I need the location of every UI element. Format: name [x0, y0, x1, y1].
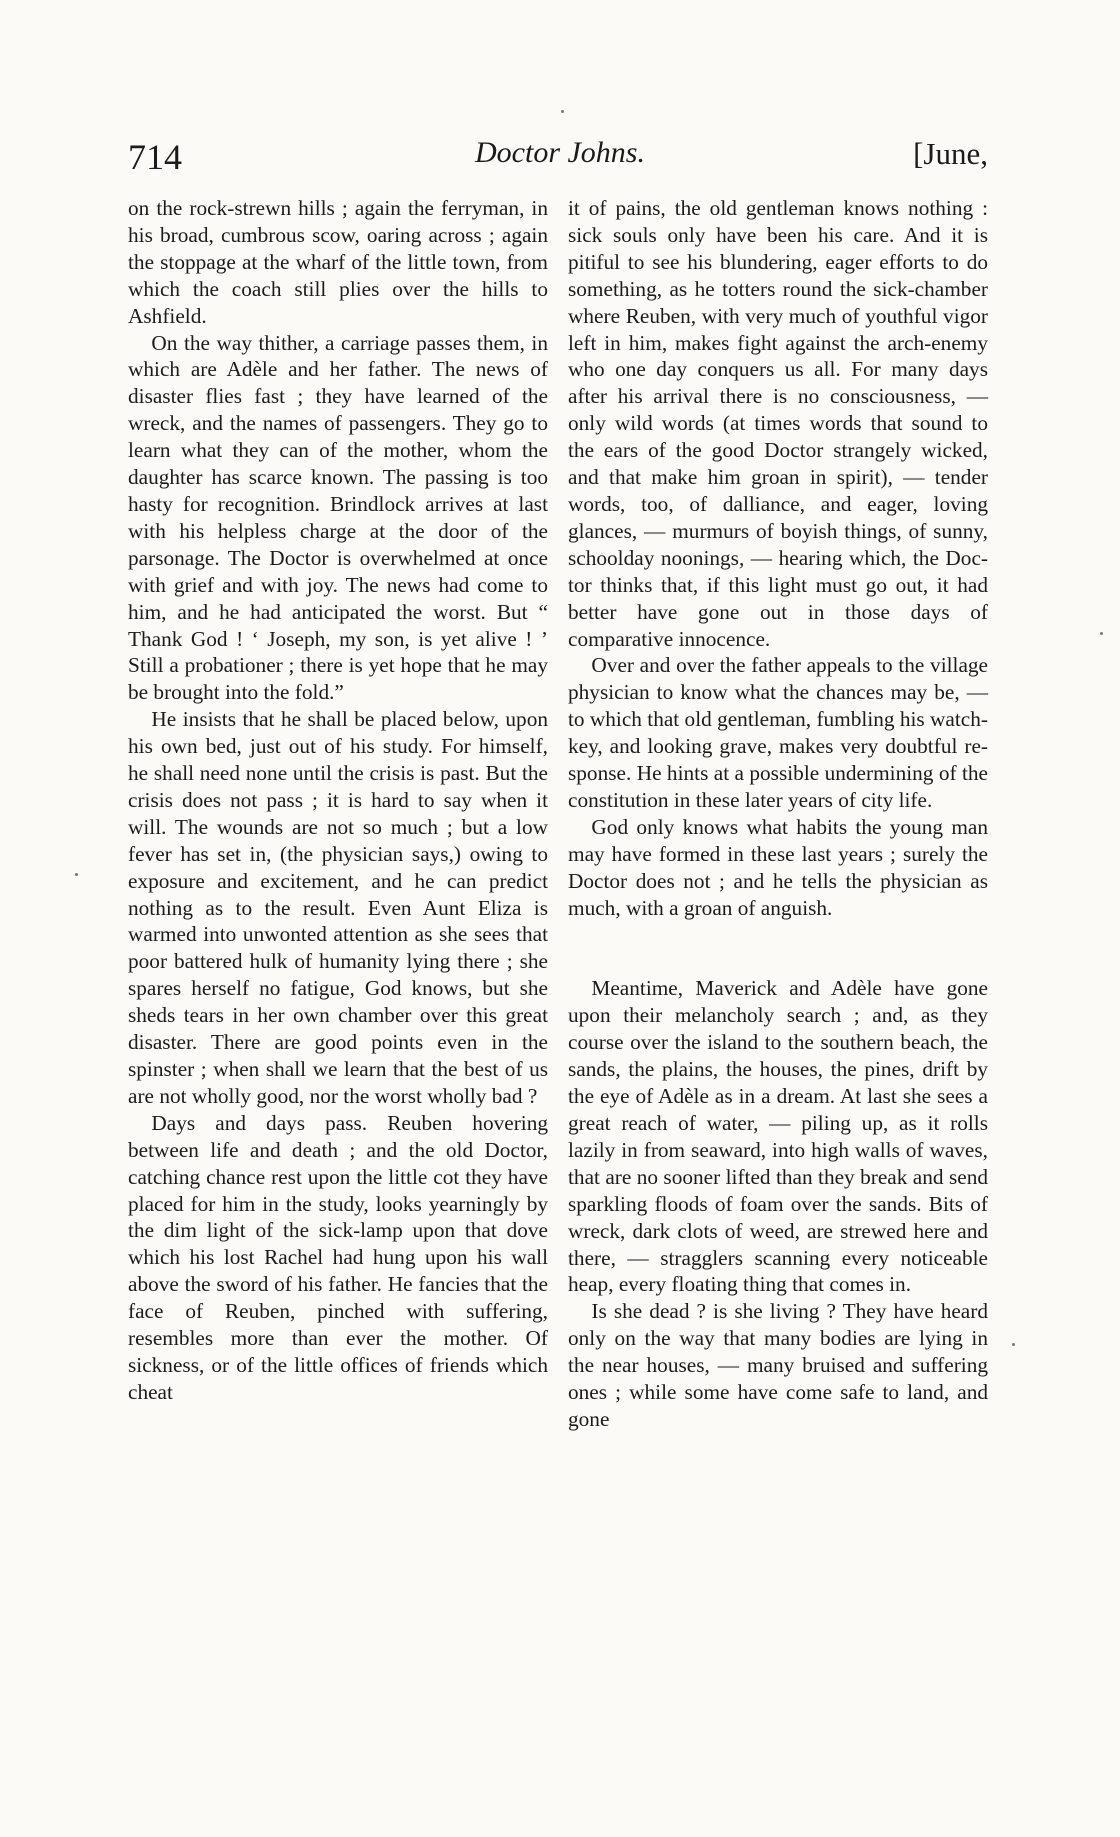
paper-speck	[1100, 632, 1103, 635]
right-paragraph-5: Is she dead ? is she living ? They have heard only on the way that many bodies are lying in the near houses, — many bruised and suffering ones ; while some have come safe to land, and gone	[568, 1299, 988, 1431]
right-column	[568, 195, 988, 1433]
left-column	[128, 195, 548, 1406]
right-paragraph-3: God only knows what habits the young man may have formed in these last years ; surely the Doctor does not ; and he tells the physician as much, with a groan of anguish.	[568, 814, 988, 920]
left-paragraph-2: On the way thither, a carriage passes them, in which are Adèle and her father. The news of disaster flies fast ; they have learned of the wreck, and the names of passengers. They go to learn what they can of the mother, whom the daughter has scarce known. The passing is too hasty for recognition. Brindlock arrives at last with his helpless charge at the door of the parsonage. The Doctor is overwhelmed at once with grief and with joy. The news had come to him, and he had anticipated the worst. But “ Thank God ! ‘ Joseph, my son, is yet alive ! ’ Still a probationer ; there is yet hope that he may be brought into the fold.”	[128, 330, 548, 705]
running-header	[0, 136, 1120, 180]
left-paragraph-4: Days and days pass. Reuben hovering between life and death ; and the old Doctor, catching chance rest upon the little cot they have placed for him in the study, looks yearningly by the dim light of the sick-lamp upon that dove which his lost Rachel had hung upon his wall above the sword of his father. He fancies that the face of Reuben, pinched with suffering, resembles more than ever the mother. Of sickness, or of the little offices of friends which cheat	[128, 1110, 548, 1404]
running-title: Doctor Johns.	[475, 136, 645, 169]
paper-speck	[75, 873, 78, 876]
left-paragraph-1: on the rock-strewn hills ; again the ferryman, in his broad, cumbrous scow, oaring across ; again the stoppage at the wharf of the little town, from which the coach still plies over the hills to Ashfield.	[128, 196, 548, 328]
paper-speck	[1012, 1343, 1015, 1346]
right-paragraph-2: Over and over the father appeals to the village physician to know what the chances may be, — to which that old gentleman, fumbling his watch-key, and looking grave, makes very doubtful response. He hints at a possible undermining of the constitution in these later years of city life.	[568, 653, 988, 812]
section-break	[568, 921, 988, 975]
right-paragraph-4: Meantime, Maverick and Adèle have gone upon their melancholy search ; and, as they course over the island to the southern beach, the sands, the plains, the houses, the pines, drift by the eye of Adèle as in a dream. At last she sees a great reach of water, — piling up, as it rolls lazily in from seaward, into high walls of waves, that are no sooner lifted than they break and send sparkling floods of foam over the sands. Bits of wreck, dark clots of weed, are strewed here and there, — stragglers scanning every noticeable heap, every floating thing that comes in.	[568, 976, 988, 1297]
left-paragraph-3: He insists that he shall be placed below, upon his own bed, just out of his study. For himself, he shall need none until the crisis is past. But the crisis does not pass ; it is hard to say when it will. The wounds are not so much ; but a low fever has set in, (the physician says,) owing to exposure and excitement, and he can predict nothing as to the result. Even Aunt Eliza is warmed into unwonted attention as she sees that poor battered hulk of humanity lying there ; she spares herself no fatigue, God knows, but she sheds tears in her own chamber over this great disaster. There are good points even in the spinster ; when shall we learn that the best of us are not wholly good, nor the worst wholly bad ?	[128, 707, 548, 1108]
running-month: [June,	[913, 136, 988, 171]
paper-speck	[561, 110, 564, 113]
page-number: 714	[128, 137, 182, 177]
right-paragraph-1: it of pains, the old gentleman knows nothing : sick souls only have been his care. And it is pitiful to see his blundering, eager efforts to do something, as he totters round the sick-chamber where Reuben, with very much of youthful vigor left in him, makes fight against the arch-enemy who one day conquers us all. For many days after his arrival there is no consciousness, — only wild words (at times words that sound to the ears of the good Doctor strangely wicked, and that make him groan in spirit), — tender words, too, of dalliance, and eager, loving glances, — murmurs of boyish things, of sunny, schoolday noonings, — hearing which, the Doctor thinks that, if this light must go out, it had better have gone out in those days of comparative innocence.	[568, 196, 988, 651]
